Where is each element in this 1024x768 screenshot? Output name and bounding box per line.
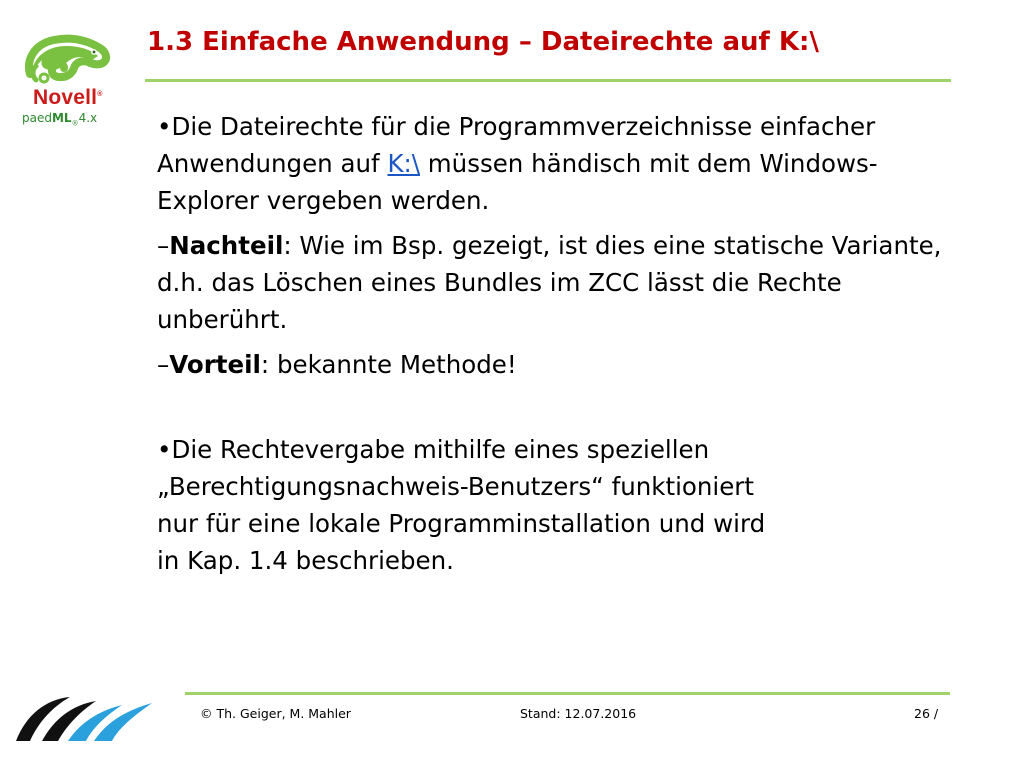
slide-title: 1.3 Einfache Anwendung – Dateirechte auf K:\	[147, 27, 819, 57]
bullet-1-text-b: müssen händisch mit dem Windows-Explorer vergeben werden.	[157, 149, 878, 215]
footer-page-number: 26 /	[914, 706, 939, 721]
sub-bullet-dash: –	[157, 231, 170, 260]
bullet-2-line-1: •Die Rechtevergabe mithilfe eines speziellen	[157, 435, 710, 464]
chameleon-logo-icon	[22, 30, 112, 85]
drive-k-link[interactable]: K:\	[387, 149, 421, 178]
vorteil-text: : bekannte Methode!	[260, 350, 517, 379]
brand-name: Novell	[33, 86, 98, 109]
bullet-1	[157, 108, 957, 219]
slide-body	[157, 108, 957, 579]
swoosh-logo-icon	[12, 693, 162, 743]
brand-logo-text	[33, 86, 103, 110]
footer-authors: © Th. Geiger, M. Mahler	[200, 706, 351, 721]
product-prefix: paed	[22, 111, 52, 125]
sub-bullet-dash: –	[157, 350, 170, 379]
product-version: 4.x	[78, 111, 98, 125]
nachteil-label: Nachteil	[169, 231, 284, 260]
brand-mark: ®	[97, 91, 103, 98]
product-logo-text	[22, 111, 97, 127]
bullet-2-line-2: „Berechtigungsnachweis-Benutzers“ funktioniert	[157, 472, 754, 501]
bullet-2	[157, 431, 957, 579]
nachteil-text: : Wie im Bsp. gezeigt, ist dies eine statische Variante, d.h. das Löschen eines Bundles im ZCC lässt die Rechte unberührt.	[157, 231, 942, 334]
bullet-2-line-3: nur für eine lokale Programminstallation und wird	[157, 509, 766, 538]
bullet-2-line-4: in Kap. 1.4 beschrieben.	[157, 546, 454, 575]
footer-divider	[185, 692, 950, 695]
bullet-1-text-a: •Die Dateirechte für die Programmverzeichnisse einfacher Anwendungen auf	[157, 112, 876, 178]
product-mark: ®	[71, 119, 79, 128]
product-bold: ML	[51, 111, 72, 125]
sub-bullet-nachteil	[157, 227, 957, 338]
footer-date: Stand: 12.07.2016	[520, 706, 637, 721]
vorteil-label: Vorteil	[169, 350, 261, 379]
title-divider	[145, 79, 951, 82]
sub-bullet-vorteil	[157, 346, 957, 383]
